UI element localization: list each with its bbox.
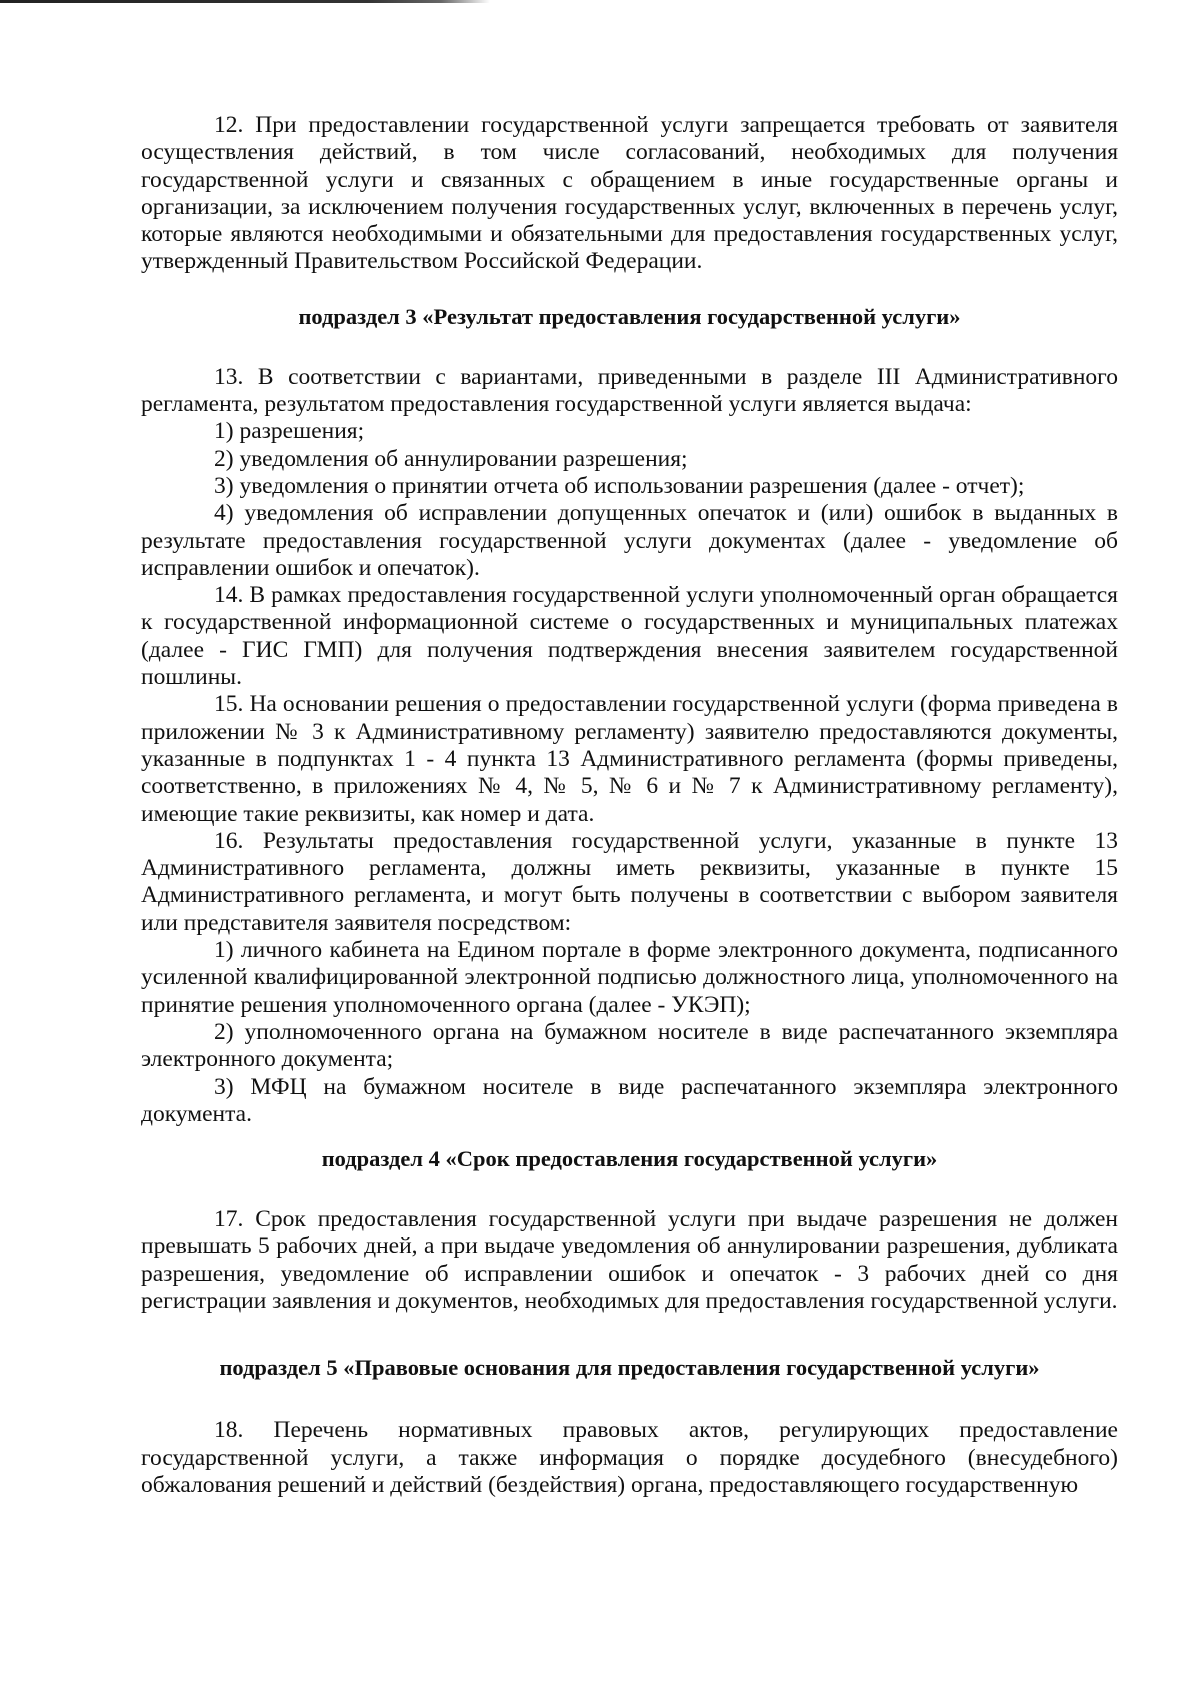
paragraph-16: 16. Результаты предоставления государственной услуги, указанные в пункте 13 Административного регламента, должны иметь реквизиты, указанные в пункте 15 Административного регламента, и могут быть получены в соответствии с выбором заявителя или представителя заявителя посредством:: [141, 827, 1118, 936]
paragraph-18: 18. Перечень нормативных правовых актов, регулирующих предоставление государственной услуги, а также информация о порядке досудебного (внесудебного) обжалования решений и действий (бездействия) органа, предоставляющего государственную: [141, 1417, 1118, 1498]
paragraph-12: 12. При предоставлении государственной услуги запрещается требовать от заявителя осуществления действий, в том числе согласований, необходимых для получения государственной услуги и связанных с обращением в иные государственные органы и организации, за исключением получения государственных услуг, включенных в перечень услуг, которые являются необходимыми и обязательными для предоставления государственных услуг, утвержденный Правительством Российской Федерации.: [141, 112, 1118, 275]
paragraph-14: 14. В рамках предоставления государственной услуги уполномоченный орган обращается к государственной информационной системе о государственных и муниципальных платежах (далее - ГИС ГМП) для получения подтверждения внесения заявителем государственной пошлины.: [141, 582, 1118, 691]
list-item: 4) уведомления об исправлении допущенных опечаток и (или) ошибок в выданных в результате предоставления государственной услуги документах (далее - уведомление об исправлении ошибок и опечаток).: [141, 500, 1118, 581]
scan-edge-line: [0, 0, 490, 3]
list-item: 3) уведомления о принятии отчета об использовании разрешения (далее - отчет);: [214, 472, 1025, 499]
list-item: 3) МФЦ на бумажном носителе в виде распечатанного экземпляра электронного документа.: [141, 1073, 1118, 1127]
paragraph-17: 17. Срок предоставления государственной услуги при выдаче разрешения не должен превышать 5 рабочих дней, а при выдаче уведомления об аннулировании разрешения, дубликата разрешения, уведомление об исправлении ошибок и опечаток - 3 рабочих дней со дня регистрации заявления и документов, необходимых для предоставления государственной услуги.: [141, 1206, 1118, 1314]
list-item: 2) уведомления об аннулировании разрешения;: [214, 445, 688, 472]
subsection-4-heading: подраздел 4 «Срок предоставления государственной услуги»: [321, 1146, 938, 1172]
paragraph-15: 15. На основании решения о предоставлении государственной услуги (форма приведена в приложении № 3 к Административному регламенту) заявителю предоставляются документы, указанные в подпунктах 1 - 4 пункта 13 Административного регламента (формы приведены, соответственно, в приложениях № 4, № 5, № 6 и № 7 к Административному регламенту), имеющие такие реквизиты, как номер и дата.: [141, 691, 1118, 827]
subsection-3-heading: подраздел 3 «Результат предоставления государственной услуги»: [298, 303, 961, 329]
document-page: [141, 112, 1118, 1499]
list-item: 1) личного кабинета на Едином портале в форме электронного документа, подписанного усиленной квалифицированной электронной подписью должностного лица, уполномоченного на принятие решения уполномоченного органа (далее - УКЭП);: [141, 937, 1118, 1018]
list-item: 1) разрешения;: [214, 418, 365, 445]
subsection-5-heading: подраздел 5 «Правовые основания для предоставления государственной услуги»: [219, 1355, 1040, 1381]
paragraph-13: 13. В соответствии с вариантами, приведенными в разделе III Административного регламента, результатом предоставления государственной услуги является выдача:: [141, 363, 1118, 418]
list-item: 2) уполномоченного органа на бумажном носителе в виде распечатанного экземпляра электронного документа;: [141, 1018, 1118, 1073]
